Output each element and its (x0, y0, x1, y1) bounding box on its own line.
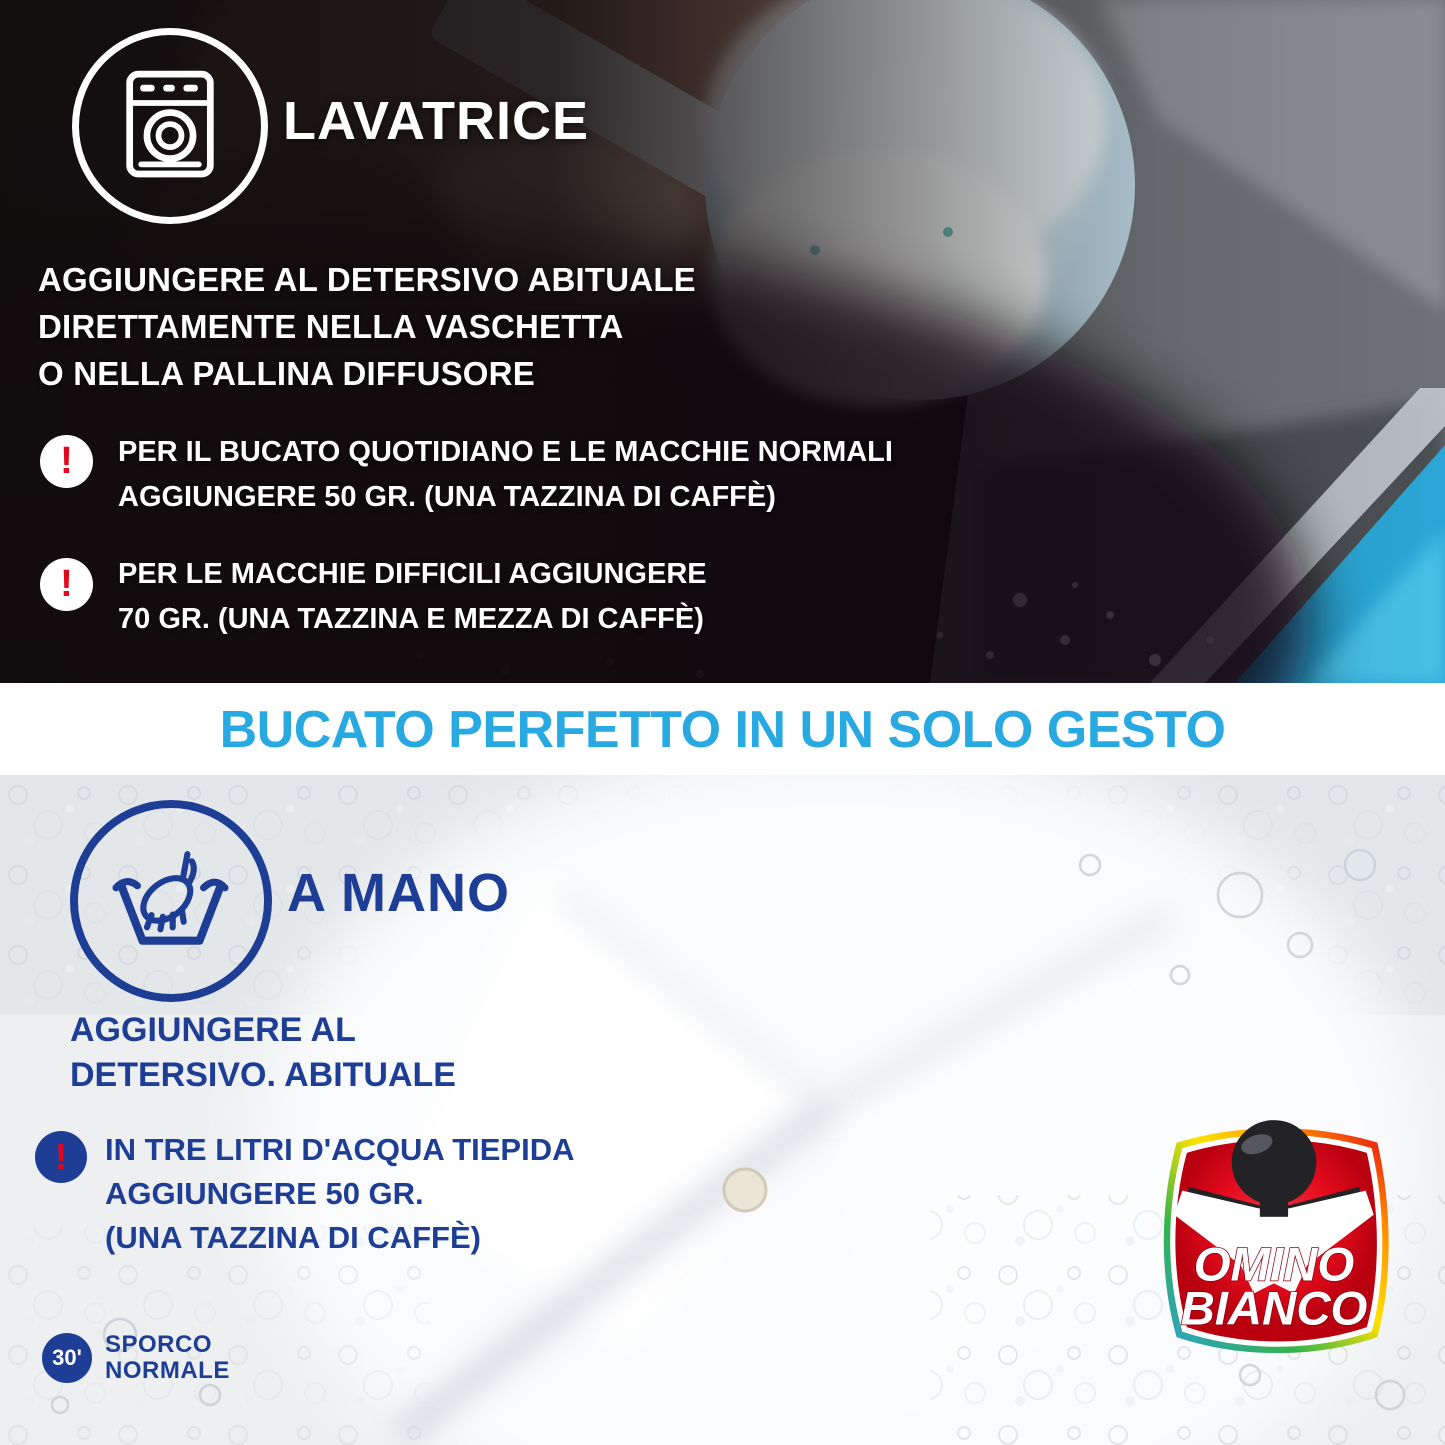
banner-title: BUCATO PERFETTO IN UN SOLO GESTO (219, 701, 1226, 759)
machine-bullet-1 (118, 430, 893, 520)
hand-intro-line: AGGIUNGERE AL (70, 1011, 356, 1049)
bullet-line: (UNA TAZZINA DI CAFFÈ) (105, 1220, 481, 1255)
hand-intro-text (70, 1008, 456, 1098)
bullet-line: PER LE MACCHIE DIFFICILI AGGIUNGERE (118, 558, 707, 590)
brand-name-line: BIANCO (1180, 1282, 1368, 1336)
hand-wash-icon (109, 845, 233, 957)
machine-intro-line: DIRETTAMENTE NELLA VASCHETTA (38, 308, 624, 345)
hand-intro-line: DETERSIVO. ABITUALE (70, 1056, 456, 1094)
bullet-line: IN TRE LITRI D'ACQUA TIEPIDA (105, 1132, 575, 1167)
hand-section-title: A MANO (287, 863, 510, 923)
bullet-line: PER IL BUCATO QUOTIDIANO E LE MACCHIE NORMALI (118, 436, 893, 468)
omino-bianco-logo (1146, 1116, 1408, 1368)
exclamation-icon: ! (35, 1131, 87, 1183)
machine-intro-text (38, 256, 696, 397)
soil-level-label (105, 1332, 230, 1384)
bullet-line: AGGIUNGERE 50 GR. (UNA TAZZINA DI CAFFÈ) (118, 481, 776, 513)
banner (0, 683, 1445, 775)
machine-intro-line: AGGIUNGERE AL DETERSIVO ABITUALE (38, 261, 696, 298)
machine-bullet-2 (118, 552, 707, 642)
bullet-line: AGGIUNGERE 50 GR. (105, 1176, 424, 1211)
hand-bullet (105, 1128, 575, 1260)
hand-wash-badge (70, 800, 272, 1002)
exclamation-badge (40, 435, 93, 488)
washing-machine-icon (122, 67, 218, 185)
machine-section-title: LAVATRICE (283, 91, 589, 151)
soil-level-line: SPORCO (105, 1331, 213, 1358)
exclamation-icon: ! (40, 558, 93, 611)
duration-badge: 30' (42, 1333, 92, 1383)
soil-level-line: NORMALE (105, 1357, 230, 1384)
machine-intro-line: O NELLA PALLINA DIFFUSORE (38, 355, 535, 392)
washing-machine-badge (72, 28, 268, 224)
brand-name-line: OMINO (1193, 1238, 1355, 1292)
exclamation-badge (40, 558, 93, 611)
exclamation-icon: ! (40, 435, 93, 488)
bullet-line: 70 GR. (UNA TAZZINA E MEZZA DI CAFFÈ) (118, 603, 704, 635)
